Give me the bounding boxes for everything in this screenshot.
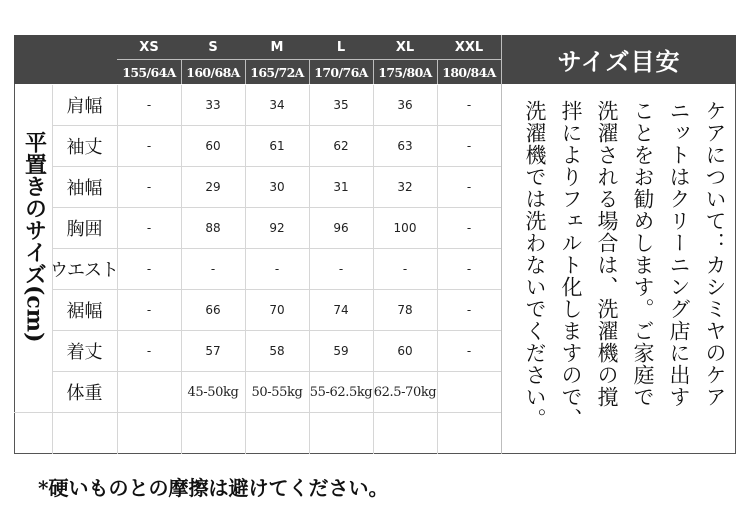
measurement-header-4: 175/80A	[378, 64, 432, 80]
table-cell: 62.5-70kg	[373, 384, 437, 400]
header-divider	[309, 60, 310, 84]
row-label: 袖幅	[66, 178, 103, 199]
size-guide-title: サイズ目安	[557, 47, 681, 76]
row-label: 胸囲	[66, 219, 103, 240]
table-cell: 34	[269, 98, 285, 112]
table-cell: 33	[205, 98, 221, 112]
table-cell: 45-50kg	[187, 384, 239, 400]
table-cell: 96	[333, 221, 349, 235]
header-divider	[181, 60, 182, 84]
table-cell: -	[466, 221, 472, 235]
header-separator	[117, 59, 501, 60]
table-cell: -	[210, 262, 216, 276]
table-cell: 88	[205, 221, 221, 235]
table-cell: 32	[397, 180, 413, 194]
table-cell: 50-55kg	[251, 384, 303, 400]
flat-size-label: 平置きのサイズ(cm)	[21, 131, 48, 343]
table-cell: 70	[269, 303, 285, 317]
table-cell: 36	[397, 98, 413, 112]
size-header-5: XXL	[454, 39, 484, 55]
table-cell: -	[146, 262, 152, 276]
measurement-header-2: 165/72A	[250, 64, 304, 80]
table-cell: -	[146, 180, 152, 194]
footnote: *硬いものとの摩擦は避けてください。	[38, 476, 389, 500]
measurement-header-1: 160/68A	[186, 64, 240, 80]
table-cell: 60	[397, 344, 413, 358]
table-cell: -	[466, 98, 472, 112]
table-cell: -	[466, 262, 472, 276]
table-cell: 78	[397, 303, 413, 317]
row-label: 体重	[66, 383, 103, 404]
table-cell: 29	[205, 180, 221, 194]
care-note-line: 拌によりフェルト化しますので、	[559, 100, 583, 430]
row-label: 肩幅	[66, 96, 103, 117]
row-label: ウエスト	[50, 260, 118, 281]
table-cell: 92	[269, 221, 285, 235]
table-cell: 60	[205, 139, 221, 153]
table-cell: -	[466, 303, 472, 317]
guide-separator	[501, 35, 502, 454]
row-label: 着丈	[66, 342, 103, 363]
table-cell: -	[146, 98, 152, 112]
row-label: 裾幅	[66, 301, 103, 322]
table-cell: -	[146, 221, 152, 235]
table-cell: 100	[393, 221, 417, 235]
measurement-header-3: 170/76A	[314, 64, 368, 80]
table-cell: 35	[333, 98, 349, 112]
table-cell: -	[466, 180, 472, 194]
size-header-2: M	[270, 39, 284, 55]
table-cell: 62	[333, 139, 349, 153]
table-cell: -	[338, 262, 344, 276]
care-note-line: ケアについて：カシミヤのケア	[703, 100, 727, 408]
care-note-line: 洗濯される場合は、洗濯機の撹	[595, 100, 619, 408]
table-cell: 31	[333, 180, 349, 194]
table-cell: 61	[269, 139, 285, 153]
table-cell: 66	[205, 303, 221, 317]
table-cell: 55-62.5kg	[309, 384, 373, 400]
header-divider	[245, 60, 246, 84]
header-divider	[437, 60, 438, 84]
table-cell: 58	[269, 344, 285, 358]
size-header-4: XL	[395, 39, 415, 55]
size-header-0: XS	[139, 39, 159, 55]
care-note-line: ことをお勧めします。ご家庭で	[631, 100, 655, 408]
table-cell: 63	[397, 139, 413, 153]
table-cell: -	[466, 344, 472, 358]
measurement-header-5: 180/84A	[442, 64, 496, 80]
table-cell: 59	[333, 344, 349, 358]
table-cell	[117, 372, 181, 412]
row-label: 袖丈	[66, 137, 103, 158]
grid-line	[14, 412, 501, 413]
care-note-line: ニットはクリーニング店に出す	[667, 100, 691, 408]
header-divider	[373, 60, 374, 84]
table-cell: -	[402, 262, 408, 276]
table-cell: -	[146, 139, 152, 153]
table-cell: 74	[333, 303, 349, 317]
measurement-header-0: 155/64A	[122, 64, 176, 80]
table-cell: -	[466, 139, 472, 153]
size-header-3: L	[336, 39, 346, 55]
table-cell: 57	[205, 344, 221, 358]
care-notes	[512, 100, 730, 445]
table-cell	[437, 372, 501, 412]
table-cell: -	[146, 344, 152, 358]
table-cell: -	[146, 303, 152, 317]
size-header-1: S	[208, 39, 218, 55]
care-note-line: 洗濯機では洗わないでください。	[523, 100, 547, 430]
table-cell: 30	[269, 180, 285, 194]
table-cell: -	[274, 262, 280, 276]
